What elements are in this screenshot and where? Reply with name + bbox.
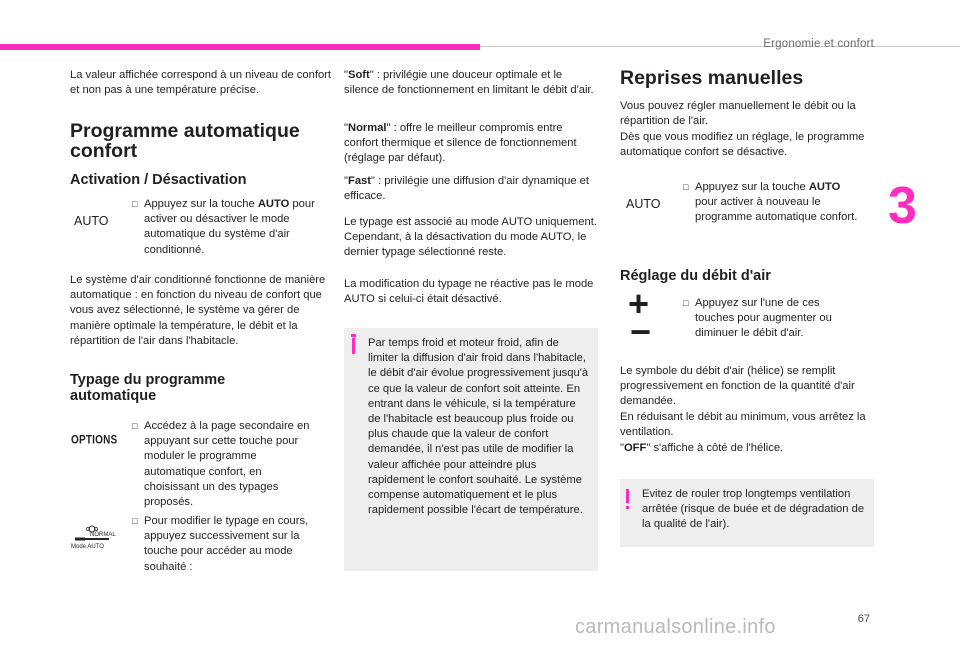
warning-box [620,479,874,547]
options-button-icon: OPTIONS [71,433,118,448]
intro-text: La valeur affichée correspond à un niveau de confort et non pas à une température précise. [70,69,332,97]
plus-icon: + [628,283,650,324]
auto-button-icon-2: AUTO [626,197,661,211]
subtitle-typage-line2: automatique [70,388,157,404]
bullet-text: Appuyez sur l'une de ces touches pour augmenter ou diminuer le débit d'air. [695,297,832,340]
bullet-marker-icon: □ [683,182,689,192]
watermark: carmanualsonline.info [575,616,776,638]
typage-fast-name: Fast [347,175,371,187]
typage-normal-text: : offre le meilleur compromis entre confort thermique et silence de fonctionnement (réglage par défaut). [344,122,577,165]
typage-soft-name: Soft [347,69,370,81]
bullet-text-end: pour activer ou désactiver le mode automatique du système d'air conditionné. [144,198,315,256]
section-header: Ergonomie et confort [763,38,874,50]
section-title-line2: confort [70,140,138,162]
header-accent-bar [0,44,480,50]
warning-icon-dot [626,506,629,509]
subtitle-debit: Réglage du débit d'air [620,268,771,284]
subtitle-activation: Activation / Désactivation [70,172,247,188]
bullet-auto-toggle [132,197,322,258]
section-title-programme [70,121,332,161]
chapter-number: 3 [888,177,917,235]
bullet-text: Appuyez sur la touche [144,198,258,210]
info-box [344,328,598,571]
bullet-text: Pour modifier le typage en cours, appuyez successivement sur la touche pour accéder au mode souhaité : [144,515,309,573]
reprises-intro: Vous pouvez régler manuellement le débit ou la répartition de l'air. [620,100,856,128]
typage-normal: "Normal" : offre le meilleur compromis entre confort thermique et silence de fonctionnement (réglage par défaut). [344,122,577,165]
mode-auto-icon [71,522,116,552]
auto-button-icon: AUTO [74,214,109,228]
bullet-text-end: pour activer à nouveau le programme automatique confort. [695,196,858,224]
debit-minimum: En réduisant le débit au minimum, vous arrêtez la ventilation. [620,411,866,439]
auto-mode-description: Le système d'air conditionné fonctionne de manière automatique : en fonction du niveau de confort que vous avez sélectionné, le système va gérer de manière optimale la température, le débit et la répartition de l'air dans l'habitacle. [70,274,326,347]
info-icon-dot [351,334,356,337]
typage-normal-name: Normal [347,122,387,134]
bullet-text: Appuyez sur la touche [695,181,809,193]
section-title-line1: Programme automatique [70,120,300,142]
bullet-debit [683,296,860,342]
warning-text: Evitez de rouler trop longtemps ventilation arrêtée (risque de buée et de dégradation de la qualité de l'air). [642,488,865,531]
typage-soft-text: : privilégie une douceur optimale et le silence de fonctionnement en limitant le débit d'air. [344,69,594,97]
mode-auto-label: Mode AUTO [71,544,104,550]
bullet-text: Accédez à la page secondaire en appuyant sur cette touche pour moduler le programme automatique confort, en choisissant un des typages proposés. [144,420,310,509]
bullet-marker-icon: □ [132,199,138,209]
typage-soft: "Soft" : privilégie une douceur optimale et le silence de fonctionnement en limitant le débit d'air. [344,69,594,97]
mode-badge: NORMAL [90,532,116,538]
debit-off: "OFF" s'affiche à côté de l'hélice. [620,442,784,454]
bullet-key: AUTO [257,198,290,210]
off-label: OFF [623,442,647,454]
section-title-reprises: Reprises manuelles [620,67,804,89]
subtitle-typage [70,372,290,404]
bullet-mode-switch [132,514,319,575]
debit-description: Le symbole du débit d'air (hélice) se remplit progressivement en fonction de la quantité d'air demandée. [620,365,855,408]
info-text: Par temps froid et moteur froid, afin de limiter la diffusion d'air froid dans l'habitacle, le débit d'air évolue progressivement jusqu'à ce que la valeur de confort soit atteinte. En entrant dans le véhicule, si la température de l'habitacle est beaucoup plus froide ou plus chaude que la valeur de confort demandée, il n'est pas utile de modifier la valeur affichée pour atteindre plus rapidement le confort souhaité. Le système compense automatiquement et le plus rapidement possible l'écart de température. [368,337,589,517]
bullet-marker-icon: □ [683,298,689,308]
bullet-marker-icon: □ [132,421,138,431]
minus-icon: − [630,311,652,352]
typage-fast-text: : privilégie une diffusion d'air dynamique et efficace. [344,175,589,203]
typage-association: Le typage est associé au mode AUTO uniquement. Cependant, à la désactivation du mode AUTO, le dernier typage sélectionné reste. [344,216,597,259]
typage-fast: "Fast" : privilégie une diffusion d'air dynamique et efficace. [344,175,589,203]
header-rule [480,46,960,47]
page-number: 67 [857,613,870,625]
subtitle-typage-line1: Typage du programme [70,372,226,388]
bullet-key: AUTO [808,181,841,193]
bullet-auto-reactivate [683,180,865,226]
info-icon [352,338,355,354]
off-text: s'affiche à côté de l'hélice. [650,442,784,454]
warning-icon [626,489,629,503]
reprises-intro-2: Dès que vous modifiez un réglage, le programme automatique confort se désactive. [620,131,865,159]
bullet-marker-icon: □ [132,516,138,526]
bullet-options [132,419,314,510]
typage-modification: La modification du typage ne réactive pas le mode AUTO si celui-ci était désactivé. [344,278,594,306]
